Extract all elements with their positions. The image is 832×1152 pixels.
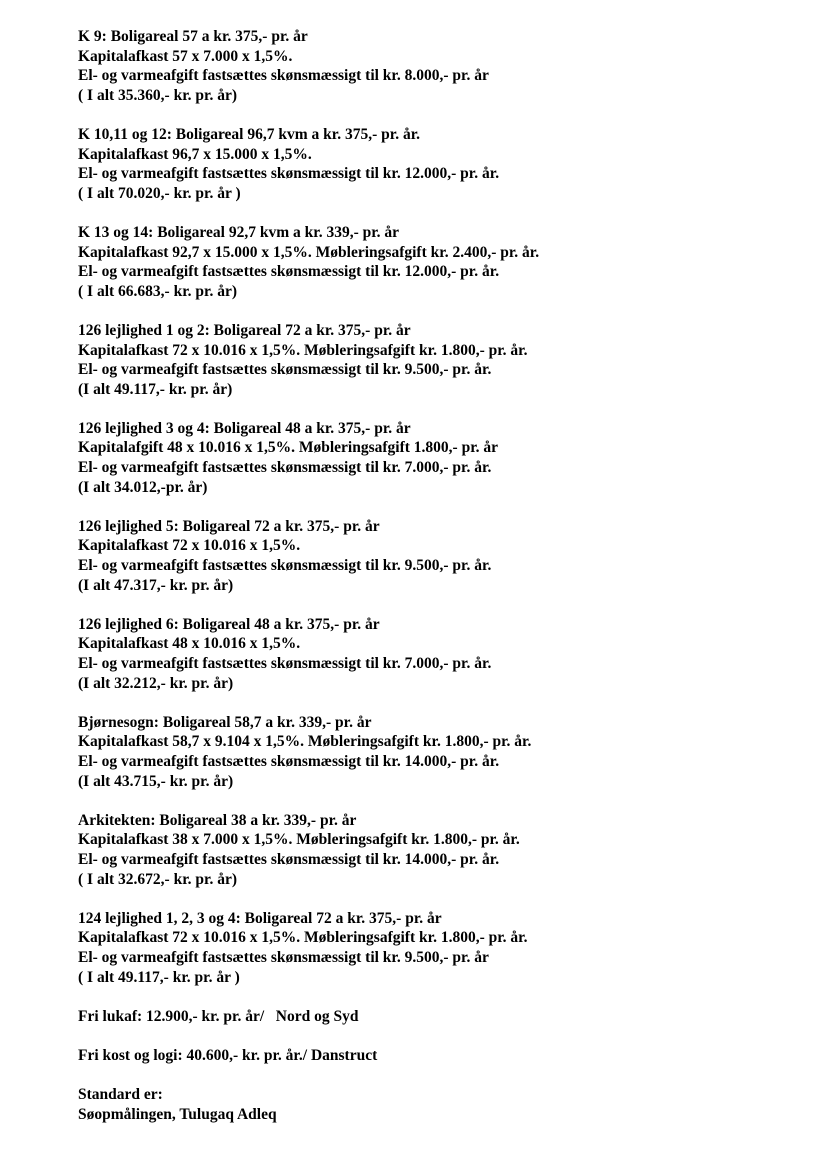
entry-k13-14 bbox=[78, 223, 798, 301]
standard-section bbox=[78, 1085, 798, 1124]
entry-capital: Kapitalafkast 58,7 x 9.104 x 1,5%. Møbleringsafgift kr. 1.800,- pr. år. bbox=[78, 733, 532, 751]
entry-k10-11-12 bbox=[78, 125, 798, 203]
fri-kost-line bbox=[78, 1046, 798, 1066]
entry-title: K 10,11 og 12: Boligareal 96,7 kvm a kr. 375,- pr. år. bbox=[78, 125, 421, 143]
entry-utilities: El- og varmeafgift fastsættes skønsmæssigt til kr. 8.000,- pr. år bbox=[78, 67, 489, 85]
entry-utilities: El- og varmeafgift fastsættes skønsmæssigt til kr. 9.500,- pr. år. bbox=[78, 557, 492, 575]
entry-126-lejlighed-3-4 bbox=[78, 419, 798, 497]
entry-utilities: El- og varmeafgift fastsættes skønsmæssigt til kr. 9.500,- pr. år. bbox=[78, 361, 492, 379]
entry-bjornesogn bbox=[78, 713, 798, 791]
entry-capital: Kapitalafkast 72 x 10.016 x 1,5%. bbox=[78, 537, 301, 555]
entry-arkitekten bbox=[78, 811, 798, 889]
entry-title: Arkitekten: Boligareal 38 a kr. 339,- pr. år bbox=[78, 811, 357, 829]
entry-total: ( I alt 66.683,- kr. pr. år) bbox=[78, 282, 238, 300]
entry-total: ( I alt 32.672,- kr. pr. år) bbox=[78, 870, 238, 888]
entry-total: (I alt 49.117,- kr. pr. år) bbox=[78, 380, 233, 398]
entry-title: 124 lejlighed 1, 2, 3 og 4: Boligareal 72 a kr. 375,- pr. år bbox=[78, 909, 442, 927]
entry-k9 bbox=[78, 27, 798, 105]
entry-utilities: El- og varmeafgift fastsættes skønsmæssigt til kr. 12.000,- pr. år. bbox=[78, 165, 500, 183]
entry-title: 126 lejlighed 6: Boligareal 48 a kr. 375,- pr. år bbox=[78, 615, 380, 633]
entry-126-lejlighed-6 bbox=[78, 615, 798, 693]
entry-total: ( I alt 70.020,- kr. pr. år ) bbox=[78, 184, 241, 202]
entry-capital: Kapitalafkast 48 x 10.016 x 1,5%. bbox=[78, 635, 301, 653]
entry-capital: Kapitalafkast 72 x 10.016 x 1,5%. Møbleringsafgift kr. 1.800,- pr. år. bbox=[78, 929, 528, 947]
entry-capital: Kapitalafkast 57 x 7.000 x 1,5%. bbox=[78, 47, 293, 65]
entry-title: Bjørnesogn: Boligareal 58,7 a kr. 339,- pr. år bbox=[78, 713, 372, 731]
entry-capital: Kapitalafkast 72 x 10.016 x 1,5%. Møbleringsafgift kr. 1.800,- pr. år. bbox=[78, 341, 528, 359]
entry-total: (I alt 32.212,- kr. pr. år) bbox=[78, 674, 234, 692]
entry-capital: Kapitalafkast 96,7 x 15.000 x 1,5%. bbox=[78, 145, 312, 163]
entry-total: ( I alt 49.117,- kr. pr. år ) bbox=[78, 968, 240, 986]
entry-title: 126 lejlighed 1 og 2: Boligareal 72 a kr. 375,- pr. år bbox=[78, 321, 411, 339]
entry-title: 126 lejlighed 5: Boligareal 72 a kr. 375,- pr. år bbox=[78, 517, 380, 535]
entry-title: K 13 og 14: Boligareal 92,7 kvm a kr. 339,- pr. år bbox=[78, 223, 400, 241]
fri-lukaf-text: Fri lukaf: 12.900,- kr. pr. år/ Nord og Syd bbox=[78, 1007, 359, 1025]
entry-utilities: El- og varmeafgift fastsættes skønsmæssigt til kr. 9.500,- pr. år bbox=[78, 948, 489, 966]
entry-capital: Kapitalafgift 48 x 10.016 x 1,5%. Møbleringsafgift 1.800,- pr. år bbox=[78, 439, 499, 457]
entry-title: 126 lejlighed 3 og 4: Boligareal 48 a kr. 375,- pr. år bbox=[78, 419, 411, 437]
entry-total: ( I alt 35.360,- kr. pr. år) bbox=[78, 86, 238, 104]
fri-kost-text: Fri kost og logi: 40.600,- kr. pr. år./ Danstruct bbox=[78, 1046, 378, 1064]
fri-lukaf-line bbox=[78, 1007, 798, 1027]
entry-utilities: El- og varmeafgift fastsættes skønsmæssigt til kr. 12.000,- pr. år. bbox=[78, 263, 500, 281]
entry-utilities: El- og varmeafgift fastsættes skønsmæssigt til kr. 14.000,- pr. år. bbox=[78, 850, 500, 868]
standard-value: Søopmålingen, Tulugaq Adleq bbox=[78, 1105, 277, 1123]
document-body bbox=[78, 27, 798, 1144]
standard-heading: Standard er: bbox=[78, 1086, 163, 1104]
entry-capital: Kapitalafkast 92,7 x 15.000 x 1,5%. Møbleringsafgift kr. 2.400,- pr. år. bbox=[78, 243, 540, 261]
entry-utilities: El- og varmeafgift fastsættes skønsmæssigt til kr. 14.000,- pr. år. bbox=[78, 752, 500, 770]
entry-utilities: El- og varmeafgift fastsættes skønsmæssigt til kr. 7.000,- pr. år. bbox=[78, 655, 492, 672]
entry-total: (I alt 47.317,- kr. pr. år) bbox=[78, 576, 234, 594]
entry-124-lejlighed-1-4 bbox=[78, 909, 798, 987]
entry-total: (I alt 43.715,- kr. pr. år) bbox=[78, 772, 234, 790]
entry-126-lejlighed-5 bbox=[78, 517, 798, 595]
entry-utilities: El- og varmeafgift fastsættes skønsmæssigt til kr. 7.000,- pr. år. bbox=[78, 459, 492, 477]
entry-capital: Kapitalafkast 38 x 7.000 x 1,5%. Møbleringsafgift kr. 1.800,- pr. år. bbox=[78, 831, 520, 849]
entry-title: K 9: Boligareal 57 a kr. 375,- pr. år bbox=[78, 28, 308, 45]
entry-126-lejlighed-1-2 bbox=[78, 321, 798, 399]
entry-total: (I alt 34.012,-pr. år) bbox=[78, 478, 208, 496]
